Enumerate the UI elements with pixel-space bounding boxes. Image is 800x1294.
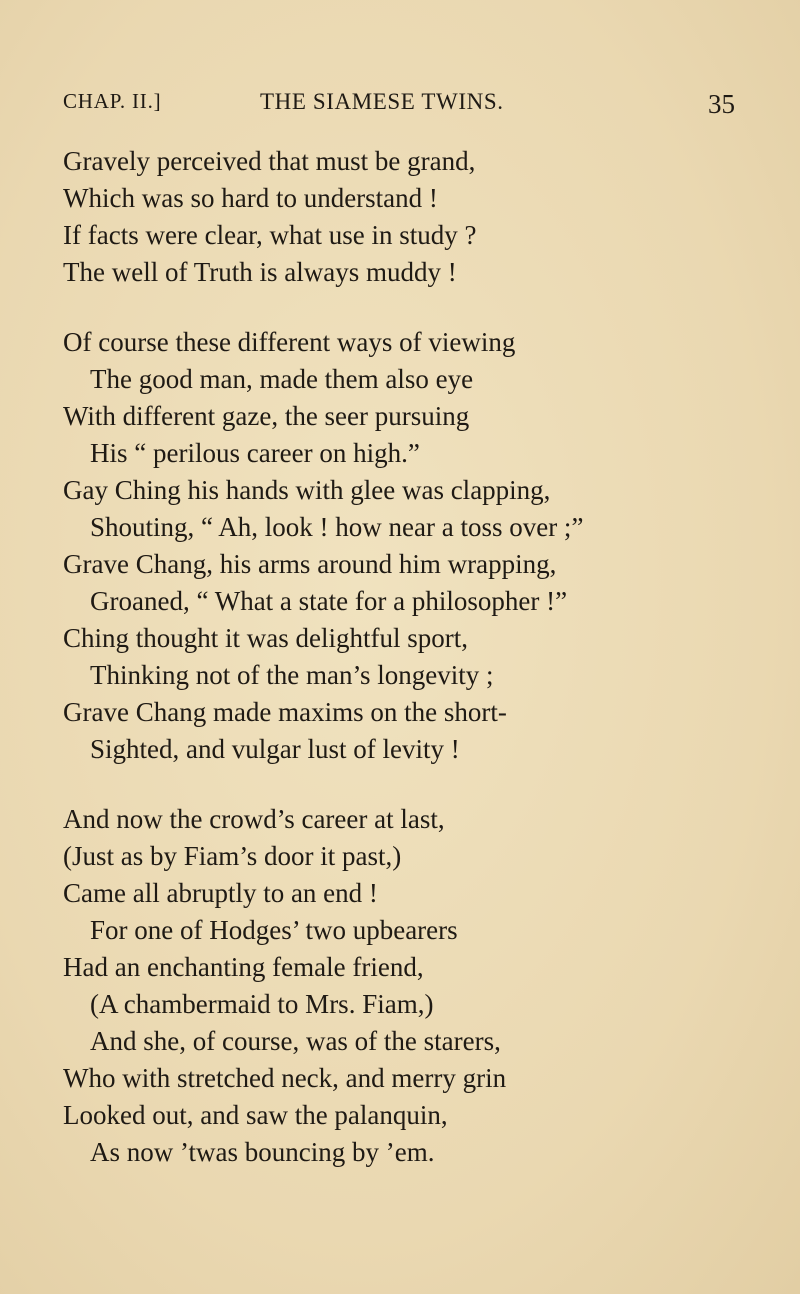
poem-line: Ching thought it was delightful sport,: [63, 623, 468, 653]
poem-line: His “ perilous career on high.”: [90, 438, 420, 468]
running-title: THE SIAMESE TWINS.: [260, 89, 504, 114]
poem-line: Sighted, and vulgar lust of levity !: [90, 734, 460, 764]
poem-line: And now the crowd’s career at last,: [63, 804, 445, 834]
poem-line: Which was so hard to understand !: [63, 183, 438, 213]
poem-line: Gravely perceived that must be grand,: [63, 146, 476, 176]
page-header: [63, 89, 735, 129]
poem-line: Looked out, and saw the palanquin,: [63, 1100, 448, 1130]
poem-line: Grave Chang made maxims on the short-: [63, 697, 507, 727]
chapter-running-head: CHAP. II.]: [63, 89, 162, 113]
poem-line: If facts were clear, what use in study ?: [63, 220, 477, 250]
poem-line: Had an enchanting female friend,: [63, 952, 424, 982]
poem-line: (A chambermaid to Mrs. Fiam,): [90, 989, 434, 1019]
poem-line: Groaned, “ What a state for a philosopher !”: [90, 586, 568, 616]
poem-line: Thinking not of the man’s longevity ;: [90, 660, 494, 690]
poem-line: Shouting, “ Ah, look ! how near a toss over ;”: [90, 512, 584, 542]
poem-line: The good man, made them also eye: [90, 364, 474, 394]
poem-line: (Just as by Fiam’s door it past,): [63, 841, 402, 871]
poem-line: The well of Truth is always muddy !: [63, 257, 457, 287]
poem-line: With different gaze, the seer pursuing: [63, 401, 470, 431]
poem-line: As now ’twas bouncing by ’em.: [90, 1137, 435, 1167]
poem-line: For one of Hodges’ two upbearers: [90, 915, 458, 945]
poem-line: Who with stretched neck, and merry grin: [63, 1063, 507, 1093]
poem-line: Of course these different ways of viewing: [63, 327, 516, 357]
poem-line: And she, of course, was of the starers,: [90, 1026, 501, 1056]
poem-line: Came all abruptly to an end !: [63, 878, 378, 908]
poem-line: Gay Ching his hands with glee was clapping,: [63, 475, 551, 505]
poem-line: Grave Chang, his arms around him wrapping,: [63, 549, 557, 579]
page-number: 35: [708, 89, 735, 119]
